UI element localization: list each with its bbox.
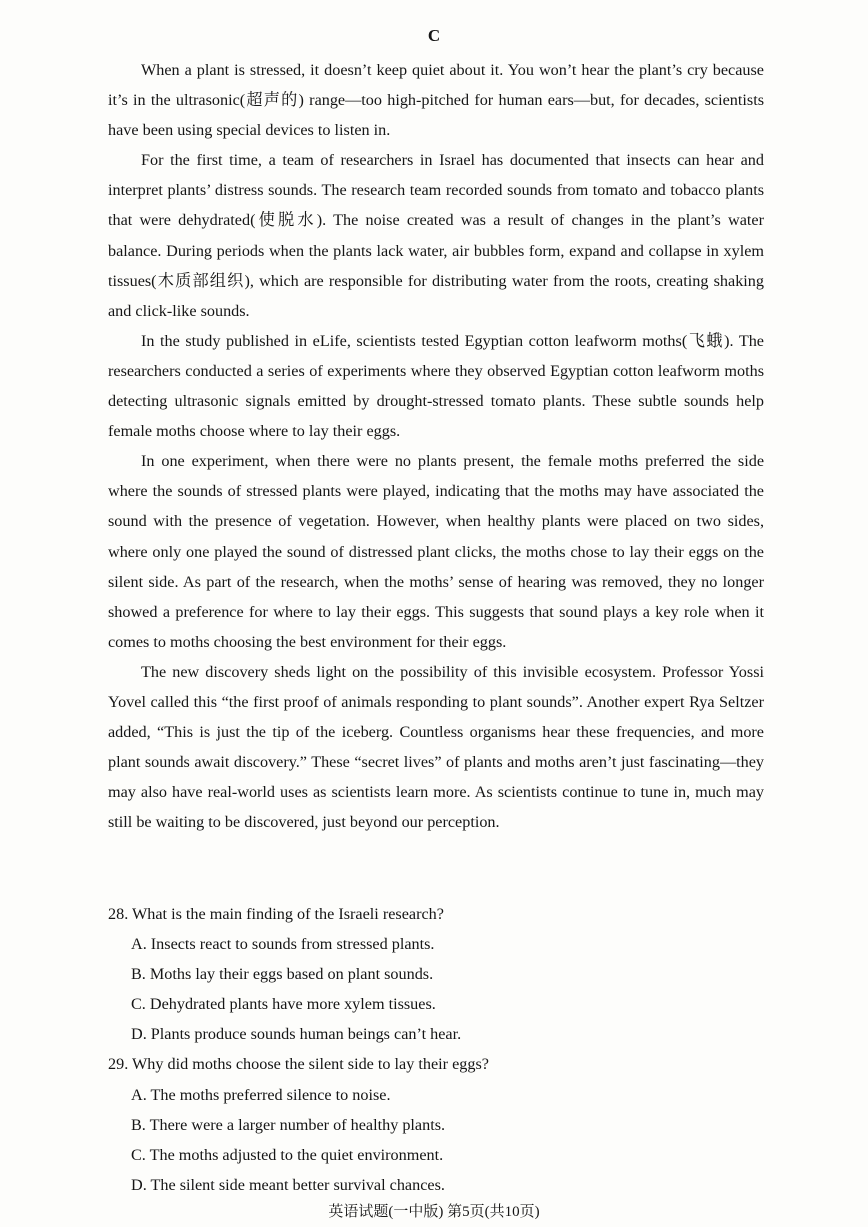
question-list [108,899,764,1200]
option-d: D. The silent side meant better survival chances. [131,1175,445,1194]
passage-paragraph-1: When a plant is stressed, it doesn’t keep quiet about it. You won’t hear the plant’s cry because it’s in the ultrasonic(超声的) range—too high-pitched for human ears—but, for decades, scientists have been using special devices to listen in. [108,61,764,140]
question-28 [108,899,764,1049]
passage-paragraph-2: For the first time, a team of researchers in Israel has documented that insects can hear and interpret plants’ distress sounds. The research team recorded sounds from tomato and tobacco plants that were dehydrated(使脱水). The noise created was a result of changes in the plant’s water balance. During periods when the plants lack water, air bubbles form, expand and collapse in xylem tissues(木质部组织), which are responsible for distributing water from the roots, creating shaking and click-like sounds. [108,151,764,320]
passage-paragraph-3: In the study published in eLife, scientists tested Egyptian cotton leafworm moths(飞蛾). The researchers conducted a series of experiments where they observed Egyptian cotton leafworm moths detecting ultrasonic signals emitted by drought-stressed tomato plants. These subtle sounds help female moths choose where to lay their eggs. [108,331,764,441]
reading-passage [108,55,764,837]
option-d: D. Plants produce sounds human beings can’t hear. [131,1025,462,1044]
passage-paragraph-5: The new discovery sheds light on the possibility of this invisible ecosystem. Professor Yossi Yovel called this “the first proof of animals responding to plant sounds”. Another expert Rya Seltzer added, “This is just the tip of the iceberg. Countless organisms hear these frequencies, and more plant sounds await discovery.” These “secret lives” of plants and moths aren’t just fascinating—they may also have real-world uses as scientists learn more. As scientists continue to tune in, much may still be waiting to be discovered, just beyond our perception. [108,662,764,832]
option-c: C. The moths adjusted to the quiet environment. [131,1145,444,1164]
option-b: B. Moths lay their eggs based on plant sounds. [131,965,434,984]
option-a: A. The moths preferred silence to noise. [131,1085,391,1104]
option-c: C. Dehydrated plants have more xylem tissues. [131,995,436,1014]
option-b: B. There were a larger number of healthy plants. [131,1115,446,1134]
question-stem: 28. What is the main finding of the Israeli research? [108,905,444,923]
passage-paragraph-4: In one experiment, when there were no plants present, the female moths preferred the side where the sounds of stressed plants were played, indicating that the moths may have associated the sound with the presence of vegetation. However, when healthy plants were placed on two sides, where only one played the sound of distressed plant clicks, the moths chose to lay their eggs on the silent side. As part of the research, when the moths’ sense of hearing was removed, they no longer showed a preference for where to lay their eggs. This suggests that sound plays a key role when it comes to moths choosing the best environment for their eggs. [108,452,764,651]
question-29 [108,1049,764,1199]
section-letter: C [427,26,441,45]
option-a: A. Insects react to sounds from stressed plants. [131,935,435,954]
question-stem: 29. Why did moths choose the silent side to lay their eggs? [108,1055,489,1074]
page-footer: 英语试题(一中版) 第5页(共10页) [328,1204,540,1220]
